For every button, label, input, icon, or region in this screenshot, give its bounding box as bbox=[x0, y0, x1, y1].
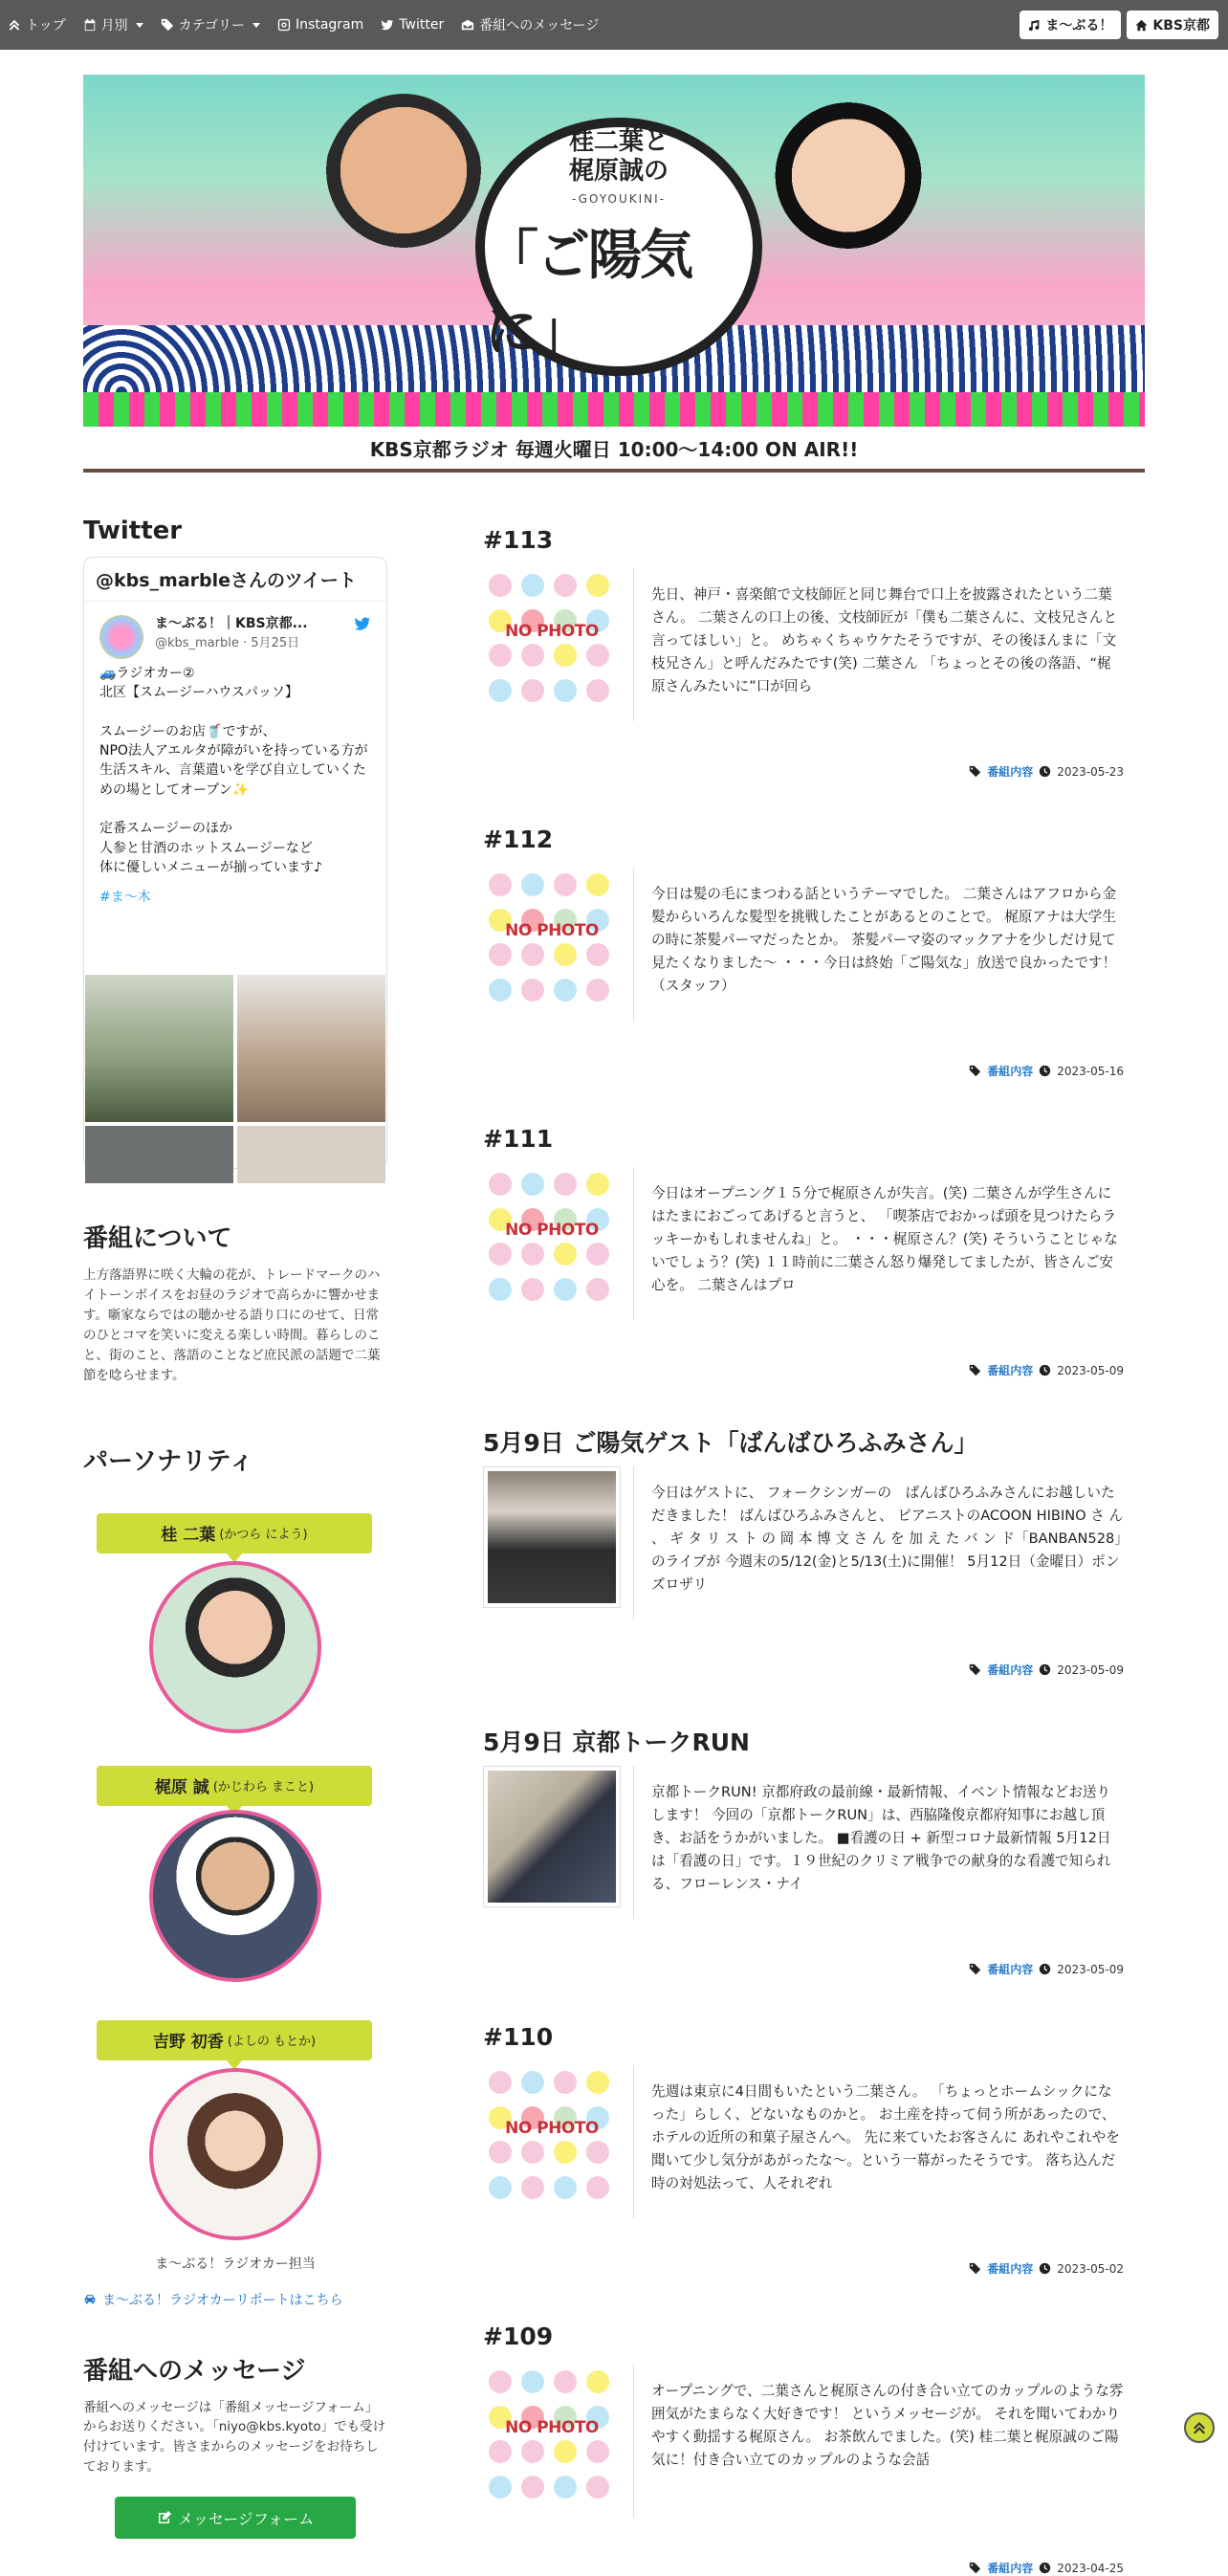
dot bbox=[586, 679, 609, 702]
tags-icon bbox=[969, 2262, 981, 2275]
radio-car-link-label: ま～ぶる！ラジオカーリポートはこちら bbox=[102, 2292, 343, 2308]
nav-category[interactable] bbox=[161, 15, 260, 34]
post-divider bbox=[633, 2065, 634, 2218]
post-date: 2023-04-25 bbox=[1057, 2561, 1124, 2575]
avatar[interactable] bbox=[99, 615, 143, 659]
dot bbox=[554, 2071, 577, 2094]
dot bbox=[554, 679, 577, 702]
post-meta bbox=[969, 2560, 1124, 2576]
personality-reading: (かじわら まこと) bbox=[212, 1780, 315, 1795]
dot bbox=[521, 2141, 544, 2164]
host-niyo-illustration bbox=[772, 94, 925, 275]
tweet[interactable] bbox=[84, 602, 386, 917]
dot bbox=[521, 2071, 544, 2094]
radio-car-link[interactable] bbox=[83, 2290, 387, 2309]
twitter-bird-icon[interactable] bbox=[354, 615, 371, 632]
tags-icon bbox=[969, 1065, 981, 1077]
post-item bbox=[483, 1424, 1143, 1677]
dot bbox=[521, 1243, 544, 1266]
personality-name bbox=[97, 2020, 372, 2060]
post-thumbnail[interactable] bbox=[483, 2065, 621, 2207]
dot bbox=[554, 2476, 577, 2499]
post-thumbnail[interactable] bbox=[483, 1167, 621, 1309]
post-excerpt: 今日はゲストに、 フォークシンガーの ばんばひろふみさんにお越しいただきました！ ばんばひろふみさんと、 ピアニストのACOON HIBINO さ ん 、 ギ タ リ ス ト の 岡 本 博 文 さ ん を 加 え た バ ン ド「BANBAN528」のライブが 今週末の5/12(金)と5/13(土)に開催！ 5月12日（金曜日）ポンズロザリ bbox=[651, 1485, 1124, 1594]
dot bbox=[586, 2141, 609, 2164]
caret-down-icon bbox=[252, 23, 260, 28]
tweet-image[interactable] bbox=[237, 975, 385, 1122]
onair-tagline: KBS京都ラジオ 毎週火曜日 10:00～14:00 ON AIR!! bbox=[83, 427, 1145, 473]
dot bbox=[554, 1278, 577, 1301]
edit-icon bbox=[157, 2510, 172, 2525]
personality-card bbox=[83, 1513, 387, 1735]
dot bbox=[521, 2476, 544, 2499]
tags-icon bbox=[161, 18, 174, 32]
dot bbox=[586, 1243, 609, 1266]
post-item bbox=[483, 826, 1143, 1078]
post-date: 2023-05-09 bbox=[1057, 1662, 1124, 1677]
post-body bbox=[483, 2365, 1143, 2575]
tweet-text: 🚙ラジオカー② 北区【スムージーハウスパッソ】 スムージーのお店🥤ですが、 NPO法人アエルタが障がいを持っている方が生活スキル、言葉遣いを学び自立していくための場としてオープン✨ 定番スムージーのほか 人参と甘酒のホットスムージーなど 体に優しいメニューが揃っています♪ bbox=[99, 666, 368, 875]
post-item bbox=[483, 1125, 1143, 1377]
post-thumbnail[interactable] bbox=[483, 1466, 621, 1608]
logo-title: 「ご陽気に」 bbox=[485, 225, 691, 364]
stripe-pattern bbox=[83, 392, 1145, 427]
post-title[interactable]: #111 bbox=[483, 1125, 554, 1153]
nav-monthly-label: 月別 bbox=[100, 18, 128, 33]
nav-top[interactable] bbox=[8, 15, 66, 34]
post-thumbnail[interactable] bbox=[483, 568, 621, 710]
post-divider bbox=[633, 2365, 634, 2518]
nav-monthly[interactable] bbox=[83, 15, 143, 34]
post-date: 2023-05-23 bbox=[1057, 764, 1124, 779]
tags-icon bbox=[969, 1364, 981, 1376]
post-excerpt: 京都トークRUN! 京都府政の最前線・最新情報、イベント情報などお送りします！ 今回の「京都トークRUN」は、西脇隆俊京都府知事にお越し頂き、お話をうかがいました。 ■看護の日 + 新型コロナ最新情報 5月12日は「看護の日」です。１９世紀のクリミア戦争での献身的な看護で知られる、フローレンス・ナイ bbox=[651, 1784, 1111, 1893]
dot bbox=[489, 2071, 512, 2094]
tags-icon bbox=[969, 1963, 981, 1975]
dot bbox=[586, 2071, 609, 2094]
post-title[interactable]: #112 bbox=[483, 826, 554, 853]
dot bbox=[521, 2440, 544, 2463]
post-item bbox=[483, 526, 1143, 779]
personality-card bbox=[83, 2020, 387, 2254]
dot bbox=[554, 1243, 577, 1266]
clock-icon bbox=[1039, 1963, 1051, 1975]
kbs-kyoto-button[interactable] bbox=[1127, 11, 1218, 39]
dot bbox=[586, 574, 609, 597]
post-category-link[interactable]: 番組内容 bbox=[987, 1364, 1034, 1377]
post-title[interactable]: 5月9日 ご陽気ゲスト「ばんばひろふみさん」 bbox=[483, 1429, 978, 1457]
dot bbox=[521, 1278, 544, 1301]
message-form-button[interactable] bbox=[115, 2497, 356, 2539]
post-meta bbox=[969, 2260, 1124, 2277]
personality-name-text: 吉野 初香 bbox=[152, 2033, 224, 2053]
marble-button[interactable] bbox=[1020, 11, 1121, 39]
dot bbox=[586, 1173, 609, 1196]
tags-icon bbox=[969, 1663, 981, 1676]
nav-instagram-label: Instagram bbox=[296, 17, 364, 33]
twitter-icon bbox=[381, 18, 394, 32]
personality-reading: (よしの もとか) bbox=[227, 2035, 317, 2050]
post-thumbnail[interactable] bbox=[483, 2365, 621, 2506]
message-heading: 番組へのメッセージ bbox=[83, 2356, 306, 2386]
no-photo-label: NO PHOTO bbox=[505, 622, 599, 641]
double-chevron-up-icon bbox=[8, 18, 21, 32]
post-excerpt: オープニングで、二葉さんと梶原さんの付き合い立てのカップルのような雰囲気がたまらなく大好きです！ というメッセージが。 それを聞いてわかりやすく動揺する梶原さん。 お茶飲んでました。(笑) 桂二葉と梶原誠のご陽気に！付き合い立てのカップルのような会話 bbox=[651, 2383, 1124, 2469]
dot bbox=[554, 2440, 577, 2463]
tags-icon bbox=[969, 765, 981, 778]
dot bbox=[521, 873, 544, 896]
post-title[interactable]: #113 bbox=[483, 526, 554, 554]
tags-icon bbox=[969, 2562, 981, 2574]
dot bbox=[586, 1278, 609, 1301]
post-excerpt: 今日は髪の毛にまつわる話というテーマでした。 二葉さんはアフロから金髪からいろんな髪型を挑戦したことがあるとのことで。 梶原アナは大学生の時に茶髪パーマだったとか。 茶髪パーマ姿のマックアナを少しだけ見て見たくなりました～ ・・・今日は終始「ご陽気な」放送で良かったです！（スタッフ） bbox=[651, 886, 1117, 995]
dot bbox=[521, 979, 544, 1002]
nav-right-buttons bbox=[1020, 11, 1218, 39]
dot bbox=[586, 2476, 609, 2499]
dot bbox=[554, 2141, 577, 2164]
post-category-link[interactable]: 番組内容 bbox=[987, 2562, 1034, 2575]
personality-heading: パーソナリティ bbox=[83, 1446, 254, 1476]
post-excerpt: 先週は東京に4日間もいたという二葉さん。 「ちょっとホームシックになった」らしく、どないなものかと。 お土産を持って伺う所があったので、ホテルの近所の和菓子屋さんへ。 先に来ていたお客さんに あれやこれやを聞いて少し気分があがったな～。という一幕がったそうです。 落ち込んだ時の対処法って、人それぞれ bbox=[651, 2083, 1120, 2192]
personality-name-text: 梶原 誠 bbox=[154, 1778, 209, 1798]
personality-caption: ま～ぶる！ラジオカー担当 bbox=[155, 2256, 316, 2272]
dot bbox=[554, 2370, 577, 2393]
music-icon bbox=[1028, 19, 1041, 32]
tweet-image[interactable] bbox=[85, 1126, 233, 1183]
dot bbox=[586, 979, 609, 1002]
caret-down-icon bbox=[136, 23, 143, 28]
clock-icon bbox=[1039, 1065, 1051, 1077]
dot bbox=[489, 943, 512, 966]
dot bbox=[521, 2176, 544, 2199]
post-title[interactable]: #110 bbox=[483, 2023, 554, 2051]
no-photo-label: NO PHOTO bbox=[505, 2119, 599, 2138]
nav-menu bbox=[8, 0, 599, 50]
kbs-kyoto-button-label: KBS京都 bbox=[1152, 18, 1210, 33]
nav-top-label: トップ bbox=[26, 18, 66, 33]
post-meta bbox=[969, 763, 1124, 780]
post-divider bbox=[633, 868, 634, 1021]
post-divider bbox=[633, 1167, 634, 1320]
sidebar bbox=[83, 517, 387, 2539]
dot bbox=[489, 2476, 512, 2499]
post-title[interactable]: 5月9日 京都トークRUN bbox=[483, 1728, 750, 1756]
personality-name bbox=[97, 1513, 372, 1553]
nav-message-label: 番組へのメッセージ bbox=[479, 18, 600, 33]
post-meta bbox=[969, 1362, 1124, 1378]
no-photo-label: NO PHOTO bbox=[505, 921, 599, 940]
post-body bbox=[483, 1466, 1143, 1677]
dot bbox=[586, 2176, 609, 2199]
calendar-icon bbox=[83, 18, 97, 32]
home-icon bbox=[1135, 19, 1148, 32]
car-icon bbox=[83, 2293, 97, 2306]
post-category-link[interactable]: 番組内容 bbox=[987, 1663, 1034, 1677]
post-date: 2023-05-09 bbox=[1057, 1363, 1124, 1377]
nav-category-label: カテゴリー bbox=[178, 18, 246, 33]
dot bbox=[521, 574, 544, 597]
post-divider bbox=[633, 568, 634, 721]
dot bbox=[521, 1173, 544, 1196]
post-item bbox=[483, 1724, 1143, 1976]
post-category-link[interactable]: 番組内容 bbox=[987, 2262, 1034, 2276]
tweet-image[interactable] bbox=[237, 1126, 385, 1183]
dot bbox=[489, 2440, 512, 2463]
host-kajiwara-illustration bbox=[322, 94, 485, 285]
personality-photo bbox=[149, 2068, 321, 2240]
twitter-heading: Twitter bbox=[83, 517, 183, 545]
dot bbox=[554, 574, 577, 597]
dot bbox=[586, 873, 609, 896]
post-date: 2023-05-02 bbox=[1057, 2261, 1124, 2276]
dot bbox=[489, 2176, 512, 2199]
post-excerpt: 先日、神戸・喜楽館で文枝師匠と同じ舞台で口上を披露されたという二葉さん。 二葉さんの口上の後、文枝師匠が「僕も二葉さんに、文枝兄さんと言ってほしい」と。 めちゃくちゃウケたそうですが、その後ほんまに「文枝兄さん」と呼んだみたです(笑) 二葉さん 「ちょっとその後の落語、“梶原さんみたいに”口が回ら bbox=[651, 586, 1118, 695]
personality-photo bbox=[149, 1561, 321, 1733]
clock-icon bbox=[1039, 765, 1051, 778]
nav-twitter-label: Twitter bbox=[399, 17, 445, 33]
no-photo-label: NO PHOTO bbox=[505, 1221, 599, 1240]
post-category-link[interactable]: 番組内容 bbox=[987, 765, 1034, 779]
dot bbox=[586, 644, 609, 667]
post-thumbnail[interactable] bbox=[483, 868, 621, 1009]
post-photo bbox=[488, 1471, 616, 1603]
scroll-to-top-button[interactable] bbox=[1184, 2412, 1215, 2443]
personality-name bbox=[97, 1766, 372, 1806]
post-body bbox=[483, 2065, 1143, 2276]
clock-icon bbox=[1039, 1364, 1051, 1376]
clock-icon bbox=[1039, 2562, 1051, 2574]
tweet-image[interactable] bbox=[85, 975, 233, 1122]
post-item bbox=[483, 2323, 1143, 2575]
post-date: 2023-05-09 bbox=[1057, 1962, 1124, 1976]
clock-icon bbox=[1039, 2262, 1051, 2275]
dot bbox=[554, 2176, 577, 2199]
post-thumbnail[interactable] bbox=[483, 1766, 621, 1907]
post-photo bbox=[488, 1771, 616, 1903]
dot bbox=[489, 979, 512, 1002]
dot bbox=[521, 943, 544, 966]
nav-twitter[interactable] bbox=[381, 17, 444, 33]
clock-icon bbox=[1039, 1663, 1051, 1676]
dot bbox=[489, 1243, 512, 1266]
dot bbox=[521, 2370, 544, 2393]
post-category-link[interactable]: 番組内容 bbox=[987, 1963, 1034, 1976]
message-form-button-label: メッセージフォーム bbox=[177, 2509, 315, 2528]
post-date: 2023-05-16 bbox=[1057, 1064, 1124, 1078]
marble-button-label: ま～ぶる！ bbox=[1045, 18, 1113, 33]
about-heading: 番組について bbox=[83, 1224, 232, 1253]
logo-romaji: -GOYOUKINI- bbox=[571, 192, 666, 207]
personality-reading: (かつら によう) bbox=[219, 1528, 308, 1543]
twitter-timeline-widget[interactable] bbox=[83, 557, 387, 1169]
nav-message[interactable] bbox=[461, 15, 599, 34]
post-item bbox=[483, 2023, 1143, 2276]
dot bbox=[489, 644, 512, 667]
dot bbox=[554, 979, 577, 1002]
program-logo bbox=[475, 118, 762, 376]
dot bbox=[489, 2370, 512, 2393]
dot bbox=[554, 943, 577, 966]
message-text: 番組へのメッセージは「番組メッセージフォーム」からお送りください。「niyo@kbs.kyoto」でも受け付けています。皆さまからのメッセージをお待ちしております。 bbox=[83, 2399, 386, 2476]
top-navbar bbox=[0, 0, 1228, 50]
post-divider bbox=[633, 1466, 634, 1619]
post-excerpt: 今日はオープニング１５分で梶原さんが失言。(笑) 二葉さんが学生さんにはたまにおごってあげると言うと、 「喫茶店でおかっぱ頭を見つけたらラッキーかもしれませんね」と。 ・・・梶原さん？(笑) そういうことじゃないでしょう？(笑) １１時前に二葉さん怒り爆発してましたが、皆さんご安心を。 二葉さんはプロ bbox=[651, 1185, 1118, 1294]
post-title[interactable]: #109 bbox=[483, 2323, 554, 2350]
post-body bbox=[483, 868, 1143, 1078]
twitter-widget-title: @kbs_marbleさんのツイート bbox=[84, 558, 386, 602]
post-body bbox=[483, 1766, 1143, 1976]
dot bbox=[586, 943, 609, 966]
dot bbox=[521, 679, 544, 702]
dot bbox=[489, 2141, 512, 2164]
dot bbox=[489, 574, 512, 597]
logo-subtitle-1: 桂二葉と bbox=[568, 126, 669, 156]
header-banner[interactable] bbox=[83, 75, 1145, 427]
post-meta bbox=[969, 1662, 1124, 1678]
dot bbox=[586, 2440, 609, 2463]
post-meta bbox=[969, 1063, 1124, 1079]
envelope-icon bbox=[461, 18, 474, 32]
dot bbox=[554, 873, 577, 896]
about-text: 上方落語界に咲く大輪の花が、トレードマークのハイトーンボイスをお昼のラジオで高らかに響かせます。噺家ならではの聴かせる語り口にのせて、日常のひとコマを笑いに変える楽しい時間。暮らしのこと、街のこと、落語のことなど庶民派の話題で二葉節を唸らせます。 bbox=[83, 1267, 381, 1383]
personality-photo bbox=[149, 1810, 321, 1982]
no-photo-label: NO PHOTO bbox=[505, 2418, 599, 2437]
tweet-hashtag[interactable]: #ま～木 bbox=[99, 890, 151, 906]
tweet-images[interactable] bbox=[85, 975, 385, 1183]
dot bbox=[489, 1278, 512, 1301]
dot bbox=[489, 1173, 512, 1196]
logo-subtitle-2: 梶原誠の bbox=[568, 157, 669, 186]
tweet-author-name[interactable]: ま～ぶる！｜KBS京都... bbox=[155, 616, 308, 631]
personality-name-text: 桂 二葉 bbox=[161, 1526, 216, 1546]
dot bbox=[586, 2370, 609, 2393]
post-meta bbox=[969, 1961, 1124, 1977]
instagram-icon bbox=[277, 18, 291, 32]
dot bbox=[554, 644, 577, 667]
post-body bbox=[483, 568, 1143, 779]
post-divider bbox=[633, 1766, 634, 1919]
nav-instagram[interactable] bbox=[277, 17, 363, 33]
dot bbox=[489, 679, 512, 702]
post-category-link[interactable]: 番組内容 bbox=[987, 1065, 1034, 1078]
personality-card bbox=[83, 1766, 387, 1988]
dot bbox=[521, 644, 544, 667]
dot bbox=[554, 1173, 577, 1196]
dot bbox=[489, 873, 512, 896]
post-body bbox=[483, 1167, 1143, 1377]
double-chevron-up-icon bbox=[1192, 2420, 1207, 2435]
tweet-author-handle[interactable]: @kbs_marble · 5月25日 bbox=[155, 636, 300, 650]
